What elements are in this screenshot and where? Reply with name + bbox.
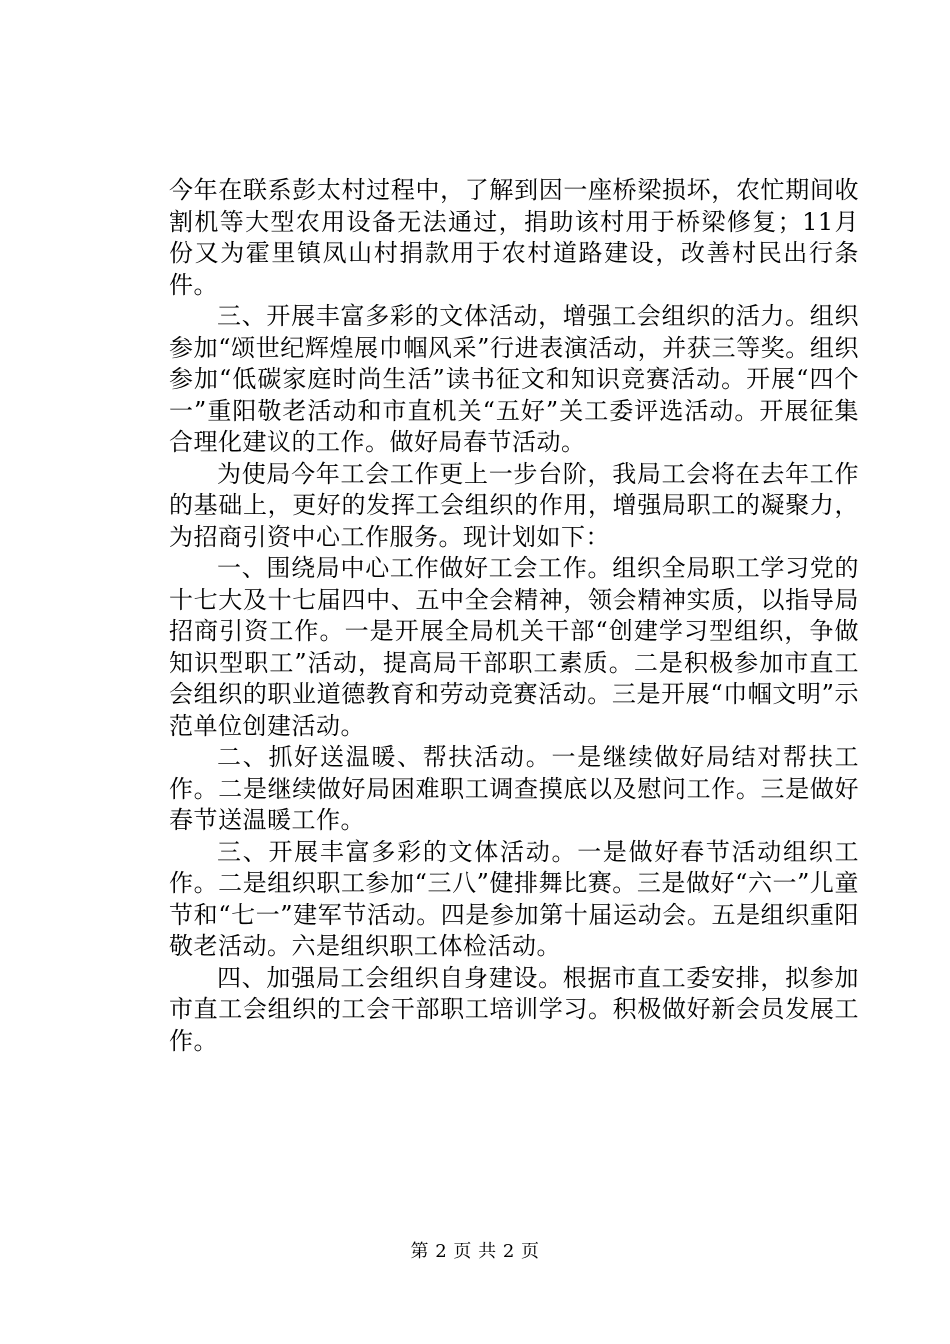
- paragraph-4: 一、围绕局中心工作做好工会工作。组织全局职工学习党的十七大及十七届四中、五中全会精神，领会精神实质，以指导局招商引资工作。一是开展全局机关干部“创建学习型组织，争做知识型职工”活动，提高局干部职工素质。二是积极参加市直工会组织的职业道德教育和劳动竞赛活动。三是开展“巾帼文明”示范单位创建活动。: [169, 554, 859, 740]
- paragraph-6: 三、开展丰富多彩的文体活动。一是做好春节活动组织工作。二是组织职工参加“三八”健排舞比赛。三是做好“六一”儿童节和“七一”建军节活动。四是参加第十届运动会。五是组织重阳敬老活动。六是组织职工体检活动。: [169, 837, 859, 960]
- paragraph-1: 今年在联系彭太村过程中，了解到因一座桥梁损坏，农忙期间收割机等大型农用设备无法通过，捐助该村用于桥梁修复；11月份又为霍里镇凤山村捐款用于农村道路建设，改善村民出行条件。: [169, 176, 859, 299]
- paragraph-7: 四、加强局工会组织自身建设。根据市直工委安排，拟参加市直工会组织的工会干部职工培训学习。积极做好新会员发展工作。: [169, 963, 859, 1055]
- paragraph-5: 二、抓好送温暖、帮扶活动。一是继续做好局结对帮扶工作。二是继续做好局困难职工调查摸底以及慰问工作。三是做好春节送温暖工作。: [169, 743, 859, 834]
- document-body: [169, 175, 859, 1057]
- paragraph-3: 为使局今年工会工作更上一步台阶，我局工会将在去年工作的基础上，更好的发挥工会组织的作用，增强局职工的凝聚力，为招商引资中心工作服务。现计划如下：: [169, 459, 859, 551]
- paragraph-2: 三、开展丰富多彩的文体活动，增强工会组织的活力。组织参加“颂世纪辉煌展巾帼风采”行进表演活动，并获三等奖。组织参加“低碳家庭时尚生活”读书征文和知识竞赛活动。开展“四个一”重阳敬老活动和市直机关“五好”关工委评选活动。开展征集合理化建议的工作。做好局春节活动。: [169, 302, 859, 456]
- page-footer: [0, 1240, 950, 1264]
- page-number-label: 第 2 页 共 2 页: [410, 1241, 540, 1262]
